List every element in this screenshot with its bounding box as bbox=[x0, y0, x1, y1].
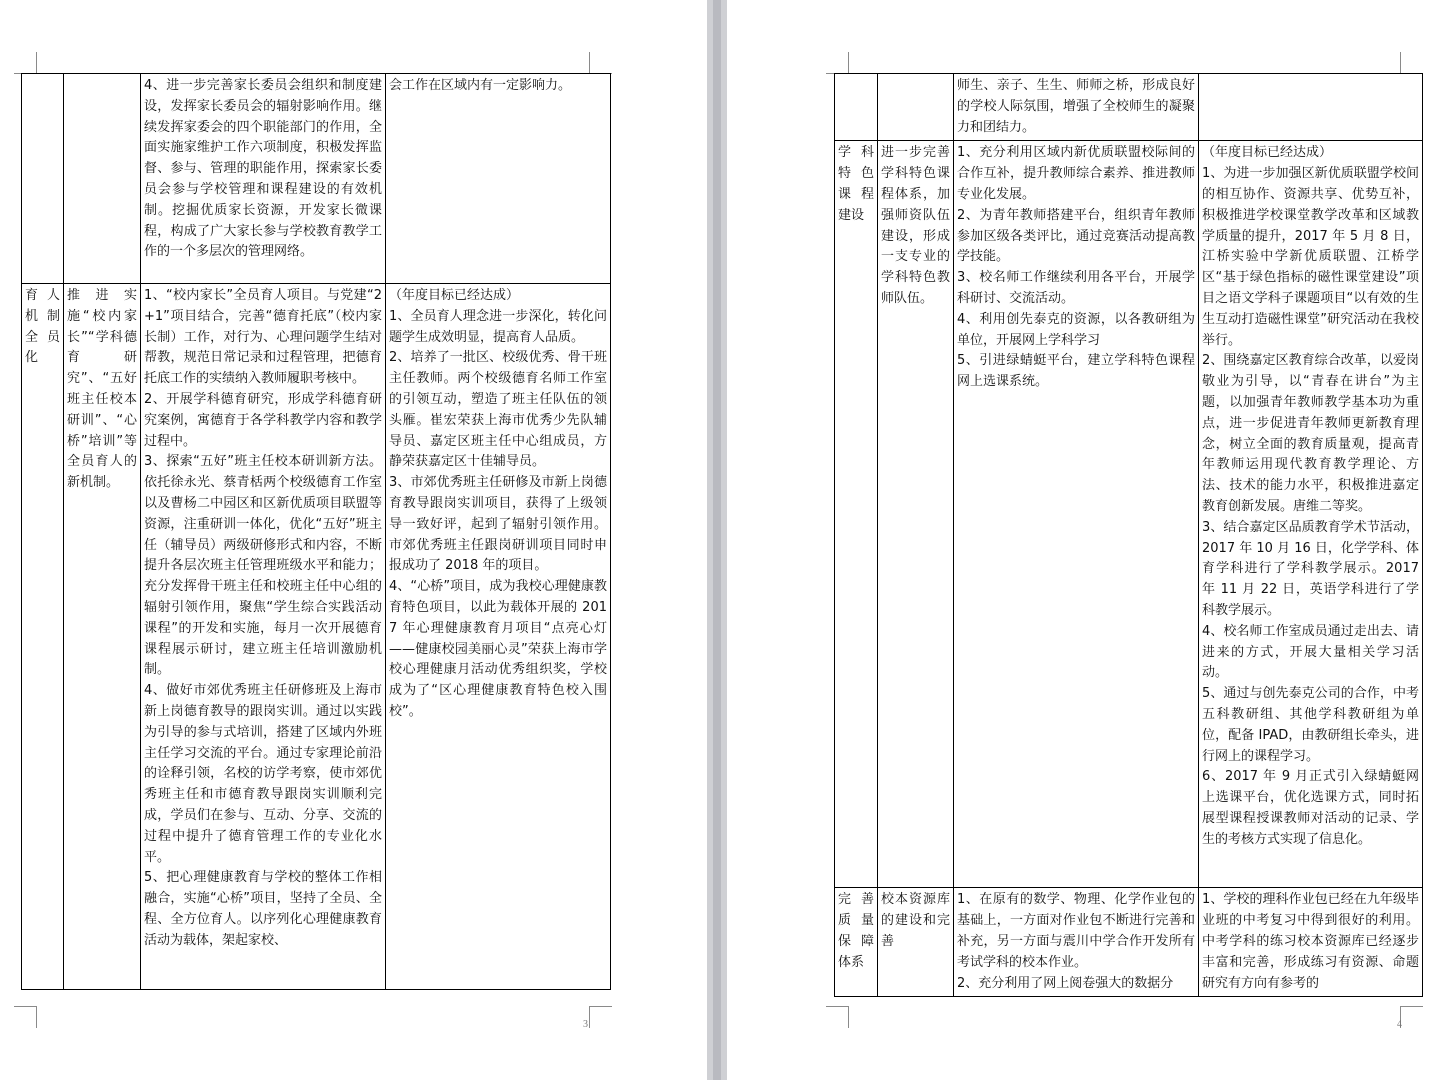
category-text: 育人机制全员化 bbox=[25, 288, 60, 366]
table-row bbox=[835, 74, 1423, 141]
table-row bbox=[22, 74, 611, 284]
category-cell bbox=[22, 284, 64, 990]
content-text: 1、“校内家长”全员育人项目。与党建“2+1”项目结合，完善“德育托底”（校内家长制）工作，对行为、心理问题学生结对帮教，规范日常记录和过程管理，把德育托底工作的实绩纳入教师履职考核中。 2、开展学科德育研究，形成学科德育研究案例，寓德育于各学科教学内容和教学过程中。 3、探索“五好”班主任校本研训新方法。依托徐永光、蔡青栝两个校级德育工作室以及曹杨二中园区和区新优质项目联盟等资源，注重研训一体化，优化“五好”班主任（辅导员）两级研修形式和内容，不断提升各层次班主任管理班级水平和能力；充分发挥骨干班主任和校班主任中心组的辐射引领作用，聚焦“学生综合实践活动课程”的开发和实施，每月一次开展德育课程展示研讨，建立班主任培训激励机制。 4、做好市郊优秀班主任研修班及上海市新上岗德育教导的跟岗实训。通过以实践为引导的参与式培训，搭建了区域内外班主任学习交流的平台。通过专家理论前沿的诠释引领，名校的访学考察，使市郊优秀班主任和市德育教导跟岗实训顺利完成，学员们在参与、互动、分享、交流的过程中提升了德育管理工作的专业化水平。 5、把心理健康教育与学校的整体工作相融合，实施“心桥”项目，坚持了全员、全程、全方位育人。以序列化心理健康教育活动为载体，架起家校、 bbox=[144, 288, 382, 948]
content-cell bbox=[954, 74, 1199, 141]
document-page-right bbox=[727, 0, 1434, 1080]
result-text: （年度目标已经达成） 1、全员育人理念进一步深化，转化问题学生成效明显，提高育人品质。 2、培养了一批区、校级优秀、骨干班主任教师。两个校级德育名师工作室的引领互动，塑造了班主任队伍的领头雁。崔宏荣获上海市优秀少先队辅导员、嘉定区班主任中心组成员，方静荣获嘉定区十佳辅导员。 3、市郊优秀班主任研修及市新上岗德育教导跟岗实训项目，获得了上级领导一致好评，起到了辐射引领作用。市郊优秀班主任跟岗研训项目同时申报成功了 2018 年的项目。 4、“心桥”项目，成为我校心理健康教育特色项目，以此为载体开展的 2017 年心理健康教育月项目“点亮心灯——健康校园美丽心灵”荣获上海市学校心理健康月活动优秀组织奖，学校成为了“区心理健康教育特色校入围校”。 bbox=[389, 288, 607, 719]
item-cell bbox=[64, 284, 141, 990]
category-text: 学科特色课程建设 bbox=[838, 145, 874, 223]
content-text: 1、在原有的数学、物理、化学作业包的基础上，一方面对作业包不断进行完善和补充，另一方面与震川中学合作开发所有考试学科的校本作业。 2、充分利用了网上阅卷强大的数据分 bbox=[957, 892, 1195, 991]
crop-mark bbox=[589, 52, 590, 74]
crop-mark bbox=[36, 52, 37, 74]
category-text: 完善质量保障体系 bbox=[838, 892, 874, 970]
crop-mark bbox=[1401, 1006, 1423, 1007]
page-number: 3 bbox=[583, 1019, 588, 1030]
result-cell bbox=[1199, 888, 1423, 997]
item-cell bbox=[878, 888, 954, 997]
crop-mark bbox=[36, 1006, 37, 1028]
content-cell bbox=[141, 284, 386, 990]
plan-table bbox=[21, 73, 611, 990]
content-cell bbox=[954, 888, 1199, 997]
result-cell bbox=[1199, 141, 1423, 888]
item-text: 推进实施“校内家长”“学科德育研究”、“五好班主任校本研训”、“心桥”培训”等全员育人的新机制。 bbox=[67, 288, 137, 491]
item-cell bbox=[64, 74, 141, 284]
category-cell bbox=[835, 888, 878, 997]
content-text: 1、充分利用区域内新优质联盟校际间的合作互补，提升教师综合素养、推进教师专业化发展。 2、为青年教师搭建平台，组织青年教师参加区级各类评比，通过竞赛活动提高教学技能。 3、校名师工作继续利用各平台，开展学科研讨、交流活动。 4、利用创先泰克的资源，以各教研组为单位，开展网上学科学习 5、引进绿蜻蜓平台，建立学科特色课程网上选课系统。 bbox=[957, 145, 1195, 390]
crop-mark bbox=[589, 1006, 590, 1028]
content-text: 师生、亲子、生生、师师之桥，形成良好的学校人际氛围，增强了全校师生的凝聚力和团结力。 bbox=[957, 78, 1195, 135]
crop-mark bbox=[590, 1006, 612, 1007]
category-cell bbox=[835, 141, 878, 888]
plan-table bbox=[834, 73, 1423, 997]
item-cell bbox=[878, 141, 954, 888]
crop-mark bbox=[848, 1006, 849, 1028]
page-number: 4 bbox=[1397, 1019, 1402, 1030]
table-row bbox=[835, 141, 1423, 888]
content-text: 4、进一步完善家长委员会组织和制度建设，发挥家长委员会的辐射影响作用。继续发挥家委会的四个职能部门的作用，全面实施家维护工作六项制度，积极发挥监督、参与、管理的职能作用，探索家长委员会参与学校管理和课程建设的有效机制。挖掘优质家长资源，开发家长微课程，构成了广大家长参与学校教育教学工作的一个多层次的管理网络。 bbox=[144, 78, 382, 260]
page-gutter bbox=[707, 0, 727, 1080]
crop-mark bbox=[14, 1006, 36, 1007]
item-text: 进一步完善学科特色课程体系，加强师资队伍建设，形成一支专业的学科特色教师队伍。 bbox=[881, 145, 950, 306]
crop-mark bbox=[848, 52, 849, 74]
crop-mark bbox=[1400, 52, 1401, 74]
table-row bbox=[22, 284, 611, 990]
item-cell bbox=[878, 74, 954, 141]
document-page-left bbox=[0, 0, 707, 1080]
result-cell bbox=[386, 284, 611, 990]
crop-mark bbox=[826, 1006, 848, 1007]
content-cell bbox=[954, 141, 1199, 888]
item-text: 校本资源库的建设和完善 bbox=[881, 892, 950, 949]
table-row bbox=[835, 888, 1423, 997]
result-text: 1、学校的理科作业包已经在九年级毕业班的中考复习中得到很好的利用。中考学科的练习校本资源库已经逐步丰富和完善，形成练习有资源、命题研究有方向有参考的 bbox=[1202, 892, 1419, 991]
result-text: 会工作在区域内有一定影响力。 bbox=[389, 78, 572, 93]
result-cell bbox=[1199, 74, 1423, 141]
category-cell bbox=[22, 74, 64, 284]
result-text: （年度目标已经达成） 1、为进一步加强区新优质联盟学校间的相互协作、资源共享、优势互补，积极推进学校课堂教学改革和区域教学质量的提升，2017 年 5 月 8 日，江桥实验中学新优质联盟、江桥学区“基于绿色指标的磁性课堂建设”项目之语文学科子课题项目“以有效的生生互动打造磁性课堂”研究活动在我校举行。 2、围绕嘉定区教育综合改革，以爱岗敬业为引导，以“青春在讲台”为主题，以加强青年教师教学基本功为重点，进一步促进青年教师更新教育理念，树立全面的教育质量观，提高青年教师运用现代教育教学理论、方法、技术的能力水平，积极推进嘉定教育创新发展。唐维二等奖。 3、结合嘉定区品质教育学术节活动，2017 年 10 月 16 日，化学学科、体育学科进行了学科教学展示。2017 年 11 月 22 日，英语学科进行了学科教学展示。 4、校名师工作室成员通过走出去、请进来的方式，开展大量相关学习活动。 5、通过与创先泰克公司的合作，中考五科教研组、其他学科教研组为单位，配备 IPAD，由教研组长牵头，进行网上的课程学习。 6、2017 年 9 月正式引入绿蜻蜓网上选课平台，优化选课方式，同时拓展型课程授课教师对活动的记录、学生的考核方式实现了信息化。 bbox=[1202, 145, 1419, 847]
category-cell bbox=[835, 74, 878, 141]
content-cell bbox=[141, 74, 386, 284]
result-cell bbox=[386, 74, 611, 284]
